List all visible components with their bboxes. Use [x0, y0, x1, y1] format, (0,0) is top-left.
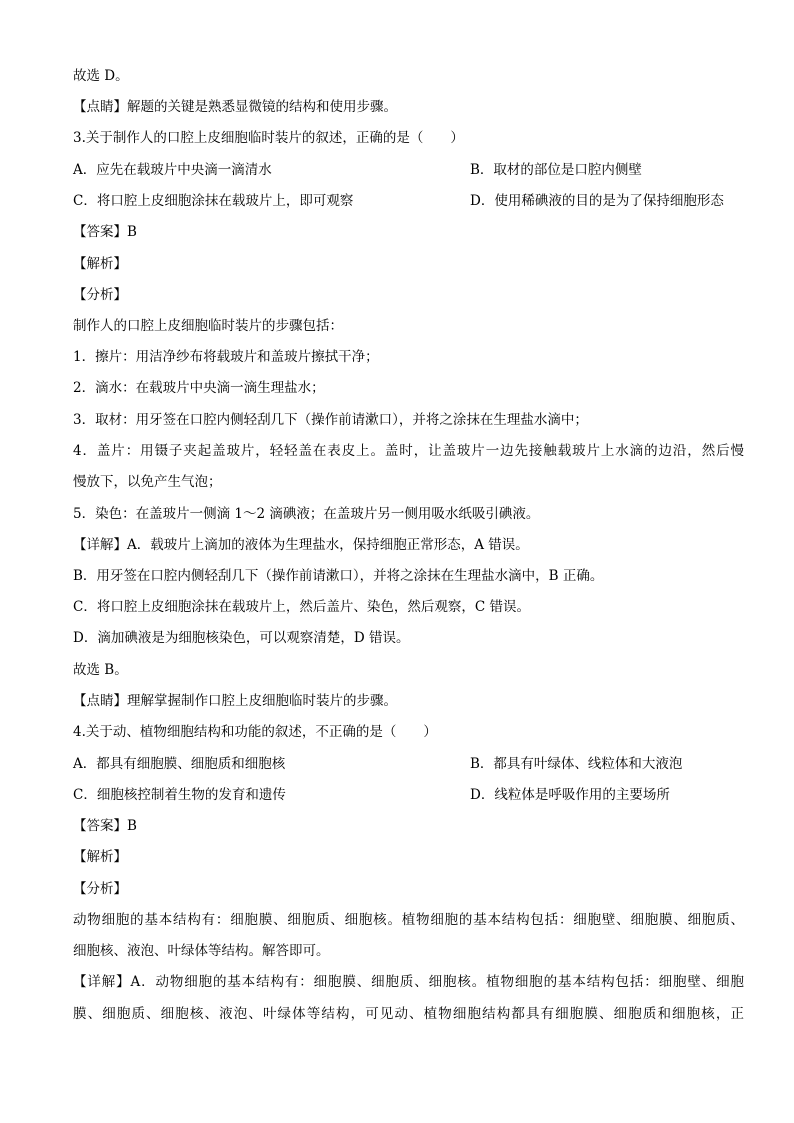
- detail-c: C．将口腔上皮细胞涂抹在载玻片上，然后盖片、染色，然后观察，C 错误。: [73, 599, 530, 615]
- step-5: 5．染色：在盖玻片一侧滴 1～2 滴碘液；在盖玻片另一侧用吸水纸吸引碘液。: [73, 506, 540, 522]
- q4-option-c[interactable]: C．细胞核控制着生物的发育和遗传: [73, 787, 286, 803]
- analysis-subheading: 【分析】: [73, 287, 127, 303]
- comment-line: 【点睛】理解掌握制作口腔上皮细胞临时装片的步骤。: [73, 693, 397, 709]
- detail-d: D．滴加碘液是为细胞核染色，可以观察清楚，D 错误。: [73, 630, 410, 646]
- question-4-stem: 4.关于动、植物细胞结构和功能的叙述，不正确的是（ ）: [73, 724, 437, 740]
- q4-option-b[interactable]: B．都具有叶绿体、线粒体和大液泡: [470, 756, 683, 772]
- q4-option-d[interactable]: D．线粒体是呼吸作用的主要场所: [470, 787, 670, 803]
- analysis-subheading: 【分析】: [73, 881, 127, 897]
- step-2: 2．滴水：在载玻片中央滴一滴生理盐水；: [73, 380, 325, 396]
- q3-option-d[interactable]: D．使用稀碘液的目的是为了保持细胞形态: [470, 193, 724, 209]
- text-line: 动物细胞的基本结构有：细胞膜、细胞质、细胞核。植物细胞的基本结构包括：细胞壁、细胞膜、细胞质、: [73, 912, 744, 928]
- q3-options-row-1: [73, 160, 744, 180]
- q4-options-row-1: [73, 754, 744, 774]
- answer-label: 【答案】B: [73, 224, 137, 240]
- step-1: 1．擦片：用洁净纱布将载玻片和盖玻片擦拭干净；: [73, 349, 379, 365]
- detail-b: B．用牙签在口腔内侧轻刮几下（操作前请漱口），并将之涂抹在生理盐水滴中，B 正确。: [73, 568, 604, 584]
- text-line: 制作人的口腔上皮细胞临时装片的步骤包括：: [73, 318, 343, 334]
- detail-a: 【详解】A．载玻片上滴加的液体为生理盐水，保持细胞正常形态，A 错误。: [73, 537, 529, 553]
- answer-label: 【答案】B: [73, 818, 137, 834]
- detail-a: 【详解】A．动物细胞的基本结构有：细胞膜、细胞质、细胞核。植物细胞的基本结构包括：细胞壁、细胞: [73, 974, 744, 990]
- step-4-continued: 慢放下，以免产生气泡；: [73, 474, 222, 490]
- q3-option-b[interactable]: B．取材的部位是口腔内侧壁: [470, 162, 642, 178]
- q3-option-a[interactable]: A．应先在载玻片中央滴一滴清水: [73, 162, 272, 178]
- step-3: 3．取材：用牙签在口腔内侧轻刮几下（操作前请漱口），并将之涂抹在生理盐水滴中；: [73, 412, 588, 428]
- q3-option-c[interactable]: C．将口腔上皮细胞涂抹在载玻片上，即可观察: [73, 193, 354, 209]
- q4-option-a[interactable]: A．都具有细胞膜、细胞质和细胞核: [73, 756, 286, 772]
- text-line: 故选 B。: [73, 662, 128, 678]
- detail-a-continued: 膜、细胞质、细胞核、液泡、叶绿体等结构，可见动、植物细胞结构都具有细胞膜、细胞质和细胞核，正: [73, 1006, 744, 1022]
- q4-options-row-2: [73, 785, 744, 805]
- text-line: 细胞核、液泡、叶绿体等结构。解答即可。: [73, 943, 330, 959]
- analysis-heading: 【解析】: [73, 849, 127, 865]
- q3-options-row-2: [73, 191, 744, 211]
- text-line: 故选 D。: [73, 68, 129, 84]
- step-4: 4．盖片：用镊子夹起盖玻片，轻轻盖在表皮上。盖时，让盖玻片一边先接触载玻片上水滴的边沿，然后慢: [73, 443, 744, 459]
- question-3-stem: 3.关于制作人的口腔上皮细胞临时装片的叙述，正确的是（ ）: [73, 130, 464, 146]
- analysis-heading: 【解析】: [73, 256, 127, 272]
- text-line: 【点睛】解题的关键是熟悉显微镜的结构和使用步骤。: [73, 99, 397, 115]
